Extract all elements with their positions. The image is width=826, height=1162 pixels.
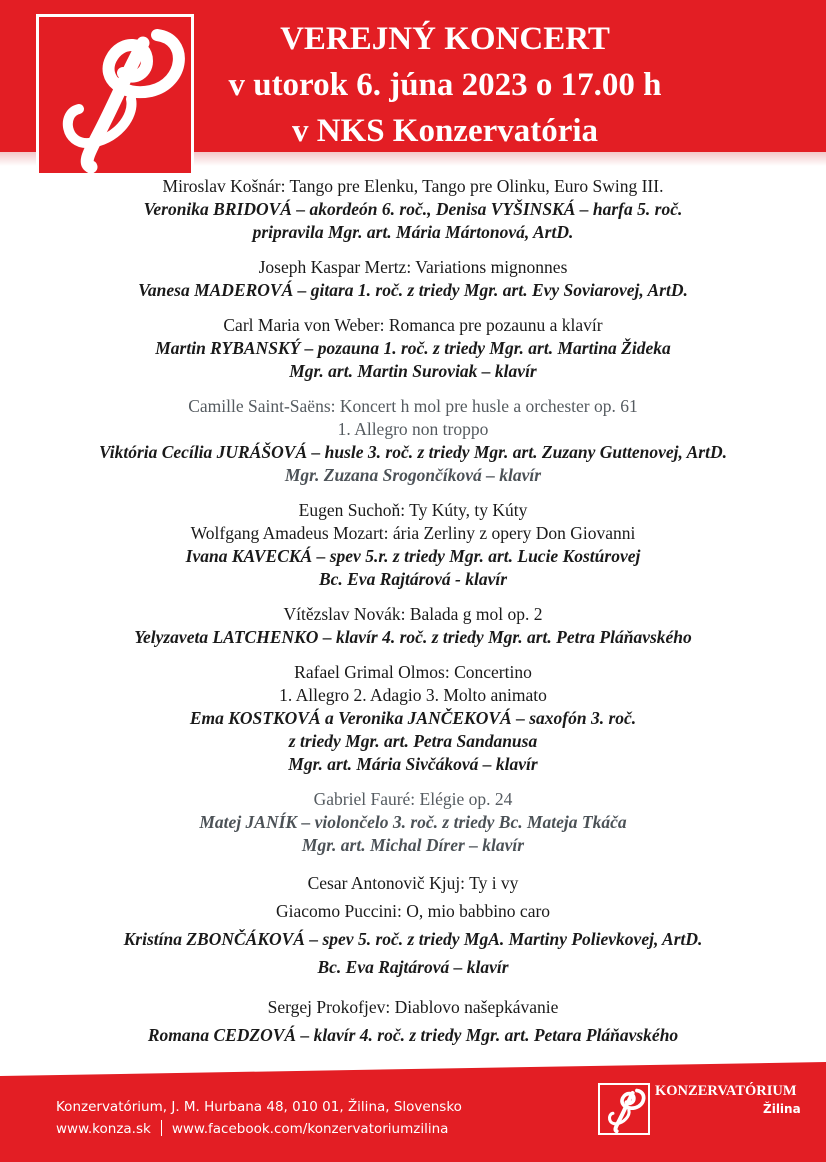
facebook-link[interactable]: www.facebook.com/konzervatoriumzilina	[171, 1121, 449, 1137]
performer-line: Yelyzaveta LATCHENKO – klavír 4. roč. z triedy Mgr. art. Petra Pláňavského	[134, 627, 692, 647]
program-item-6	[30, 603, 796, 649]
composition: Eugen Suchoň: Ty Kúty, ty Kúty	[298, 500, 528, 520]
performer-line: Martin RYBANSKÝ – pozauna 1. roč. z triedy Mgr. art. Martina Žideka	[155, 338, 671, 358]
footer-address: Konzervatórium, J. M. Hurbana 48, 010 01, Žilina, Slovensko	[56, 1099, 462, 1115]
website-link[interactable]: www.konza.sk	[56, 1121, 151, 1137]
performer-line: Kristína ZBONČÁKOVÁ – spev 5. roč. z triedy MgA. Martiny Polievkovej, ArtD.	[123, 929, 703, 949]
program-item-7	[30, 661, 796, 776]
performer-line: Mgr. art. Michal Dírer – klavír	[301, 835, 525, 855]
brand-city: Žilina	[763, 1102, 801, 1116]
composition: Cesar Antonovič Kjuj: Ty i vy	[307, 873, 519, 893]
program-item-1	[30, 175, 796, 244]
title-line-1: VEREJNÝ KONCERT	[280, 21, 610, 57]
footer-brand	[655, 1082, 801, 1118]
performer-line: Veronika BRIDOVÁ – akordeón 6. roč., Denisa VYŠINSKÁ – harfa 5. roč.	[143, 199, 683, 219]
composition: Camille Saint-Saëns: Koncert h mol pre husle a orchester op. 61	[188, 396, 638, 416]
program-item-5	[30, 499, 796, 591]
performer-line: Mgr. art. Martin Suroviak – klavír	[289, 361, 537, 381]
composition: Rafael Grimal Olmos: Concertino	[294, 662, 532, 682]
performer-line: Mgr. Zuzana Srogončíková – klavír	[284, 465, 542, 485]
movement: 1. Allegro non troppo	[337, 419, 489, 439]
composition: Sergej Prokofjev: Diablovo našepkávanie	[267, 997, 559, 1017]
composition: Vítězslav Novák: Balada g mol op. 2	[283, 604, 543, 624]
footer-logo	[598, 1083, 650, 1135]
composition: Miroslav Košnár: Tango pre Elenku, Tango pre Olinku, Euro Swing III.	[162, 176, 664, 196]
composition: Wolfgang Amadeus Mozart: ária Zerliny z opery Don Giovanni	[190, 523, 636, 543]
brand-name: KONZERVATÓRIUM	[655, 1083, 797, 1099]
performer-line: Mgr. art. Mária Sivčáková – klavír	[288, 754, 538, 774]
performer-line: Vanesa MADEROVÁ – gitara 1. roč. z triedy Mgr. art. Evy Soviarovej, ArtD.	[138, 280, 688, 300]
program-item-2	[30, 256, 796, 302]
performer-line: Ivana KAVECKÁ – spev 5.r. z triedy Mgr. art. Lucie Kostúrovej	[185, 546, 641, 566]
program-item-8	[30, 788, 796, 857]
footer-divider	[161, 1120, 162, 1136]
performer-line: pripravila Mgr. art. Mária Mártonová, ArtD.	[252, 222, 574, 242]
concert-title	[190, 16, 700, 154]
composition: Joseph Kaspar Mertz: Variations mignonnes	[258, 257, 568, 277]
program-item-9	[30, 869, 796, 981]
movement: 1. Allegro 2. Adagio 3. Molto animato	[279, 685, 547, 705]
concert-program	[30, 175, 796, 1061]
performer-line: Romana CEDZOVÁ – klavír 4. roč. z triedy Mgr. art. Petara Pláňavského	[147, 1025, 679, 1045]
title-line-2: v utorok 6. júna 2023 o 17.00 h	[228, 67, 662, 103]
program-item-10	[30, 993, 796, 1049]
program-item-4	[30, 395, 796, 487]
performer-line: z triedy Mgr. art. Petra Sandanusa	[288, 731, 538, 751]
treble-clef-icon	[600, 1085, 648, 1133]
performer-line: Ema KOSTKOVÁ a Veronika JANČEKOVÁ – saxofón 3. roč.	[189, 708, 637, 728]
composition: Gabriel Fauré: Elégie op. 24	[313, 789, 513, 809]
treble-clef-icon	[39, 17, 191, 173]
performer-line: Viktória Cecília JURÁŠOVÁ – husle 3. roč. z triedy Mgr. art. Zuzany Guttenovej, ArtD.	[99, 442, 727, 462]
program-item-3	[30, 314, 796, 383]
title-line-3: v NKS Konzervatória	[291, 113, 599, 149]
footer-contact	[56, 1096, 462, 1140]
performer-line: Bc. Eva Rajtárová - klavír	[318, 569, 508, 589]
performer-line: Bc. Eva Rajtárová – klavír	[317, 957, 509, 977]
composition: Giacomo Puccini: O, mio babbino caro	[275, 901, 551, 921]
composition: Carl Maria von Weber: Romanca pre pozaunu a klavír	[223, 315, 603, 335]
performer-line: Matej JANÍK – violončelo 3. roč. z triedy Bc. Mateja Tkáča	[199, 812, 627, 832]
treble-clef-logo	[36, 14, 194, 176]
